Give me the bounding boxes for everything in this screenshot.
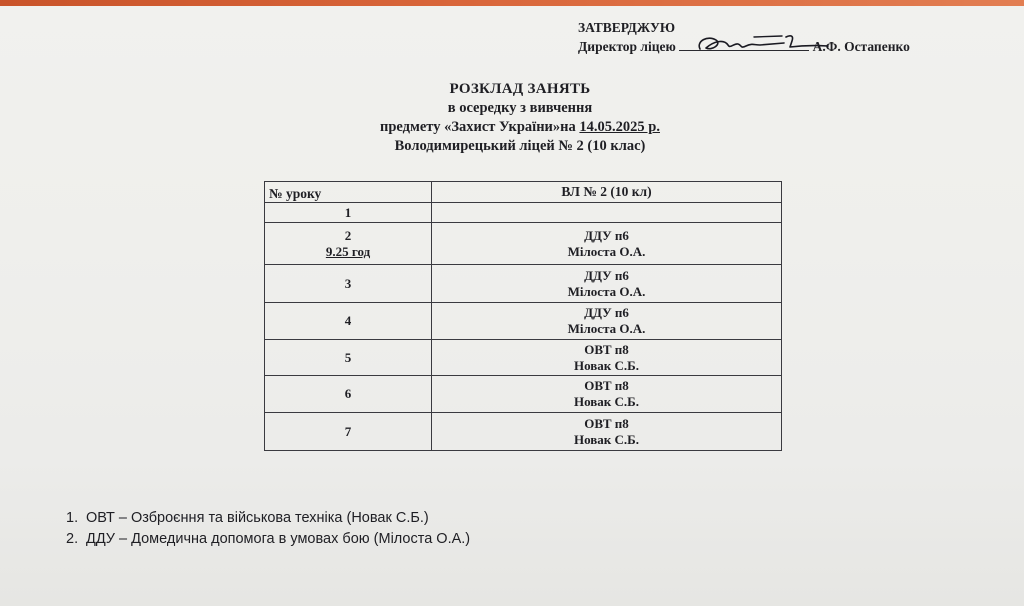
heading-school: Володимирецький ліцей № 2 (10 клас) <box>394 138 646 154</box>
lesson-number: 3 <box>265 265 432 303</box>
lesson-cell-empty <box>432 203 782 223</box>
lesson-number-value: 2 <box>344 227 352 243</box>
lesson-teacher: Новак С.Б. <box>573 357 640 373</box>
heading-subject: предмету «Захист України»на <box>380 119 580 135</box>
director-name: А.Ф. Остапенко <box>812 39 910 54</box>
approve-word: ЗАТВЕРДЖУЮ <box>578 20 676 35</box>
lesson-teacher: Мілоста О.А. <box>567 283 646 299</box>
schedule-table <box>264 181 782 451</box>
lesson-number <box>265 223 432 265</box>
lesson-subject: ДДУ п6 <box>584 267 629 283</box>
director-line <box>578 37 910 56</box>
table-row <box>265 413 782 451</box>
lesson-subject: ОВТ п8 <box>584 378 629 393</box>
lesson-number: 5 <box>265 340 432 376</box>
header-class: ВЛ № 2 (10 кл) <box>432 182 782 203</box>
signature-icon <box>694 31 834 57</box>
lesson-teacher: Мілоста О.А. <box>567 321 646 336</box>
lesson-teacher: Новак С.Б. <box>573 394 640 409</box>
table-row <box>265 376 782 413</box>
paper-edge-strip <box>0 0 1024 6</box>
lesson-cell <box>432 303 782 340</box>
lesson-number: 6 <box>265 376 432 413</box>
table-row <box>265 303 782 340</box>
director-label: Директор ліцею <box>578 39 676 54</box>
heading-date: 14.05.2025 р. <box>579 119 660 135</box>
legend-item <box>66 508 470 529</box>
legend-number: 1. <box>66 510 79 526</box>
lesson-cell <box>432 340 782 376</box>
lesson-subject: ДДУ п6 <box>584 227 629 243</box>
abbreviations-legend <box>66 508 470 550</box>
header-lesson-number: № уроку <box>265 182 432 203</box>
legend-number: 2. <box>66 531 79 547</box>
legend-text: ДДУ – Домедична допомога в умовах бою (Мілоста О.А.) <box>86 531 471 547</box>
lesson-cell <box>432 265 782 303</box>
legend-item <box>66 529 470 550</box>
lesson-cell <box>432 223 782 265</box>
table-row <box>265 203 782 223</box>
table-header-row <box>265 182 782 203</box>
lesson-teacher: Новак С.Б. <box>573 431 640 447</box>
lesson-subject: ДДУ п6 <box>584 305 629 320</box>
lesson-subject: ОВТ п8 <box>584 415 629 431</box>
lesson-cell <box>432 376 782 413</box>
approval-block <box>578 18 910 56</box>
table-row <box>265 223 782 265</box>
table-row <box>265 265 782 303</box>
lesson-number: 1 <box>265 203 432 223</box>
lesson-subject: ОВТ п8 <box>584 341 629 357</box>
lesson-number: 4 <box>265 303 432 340</box>
lesson-cell <box>432 413 782 451</box>
lesson-teacher: Мілоста О.А. <box>567 243 646 259</box>
legend-text: ОВТ – Озброєння та військова техніка (Новак С.Б.) <box>86 510 429 526</box>
table-row <box>265 340 782 376</box>
heading-line3 <box>0 118 1024 137</box>
schedule-heading <box>0 80 1024 156</box>
heading-line2: в осередку з вивчення <box>447 100 593 116</box>
page-title: РОЗКЛАД ЗАНЯТЬ <box>449 81 591 97</box>
lesson-number: 7 <box>265 413 432 451</box>
lesson-time: 9.25 год <box>325 243 371 259</box>
